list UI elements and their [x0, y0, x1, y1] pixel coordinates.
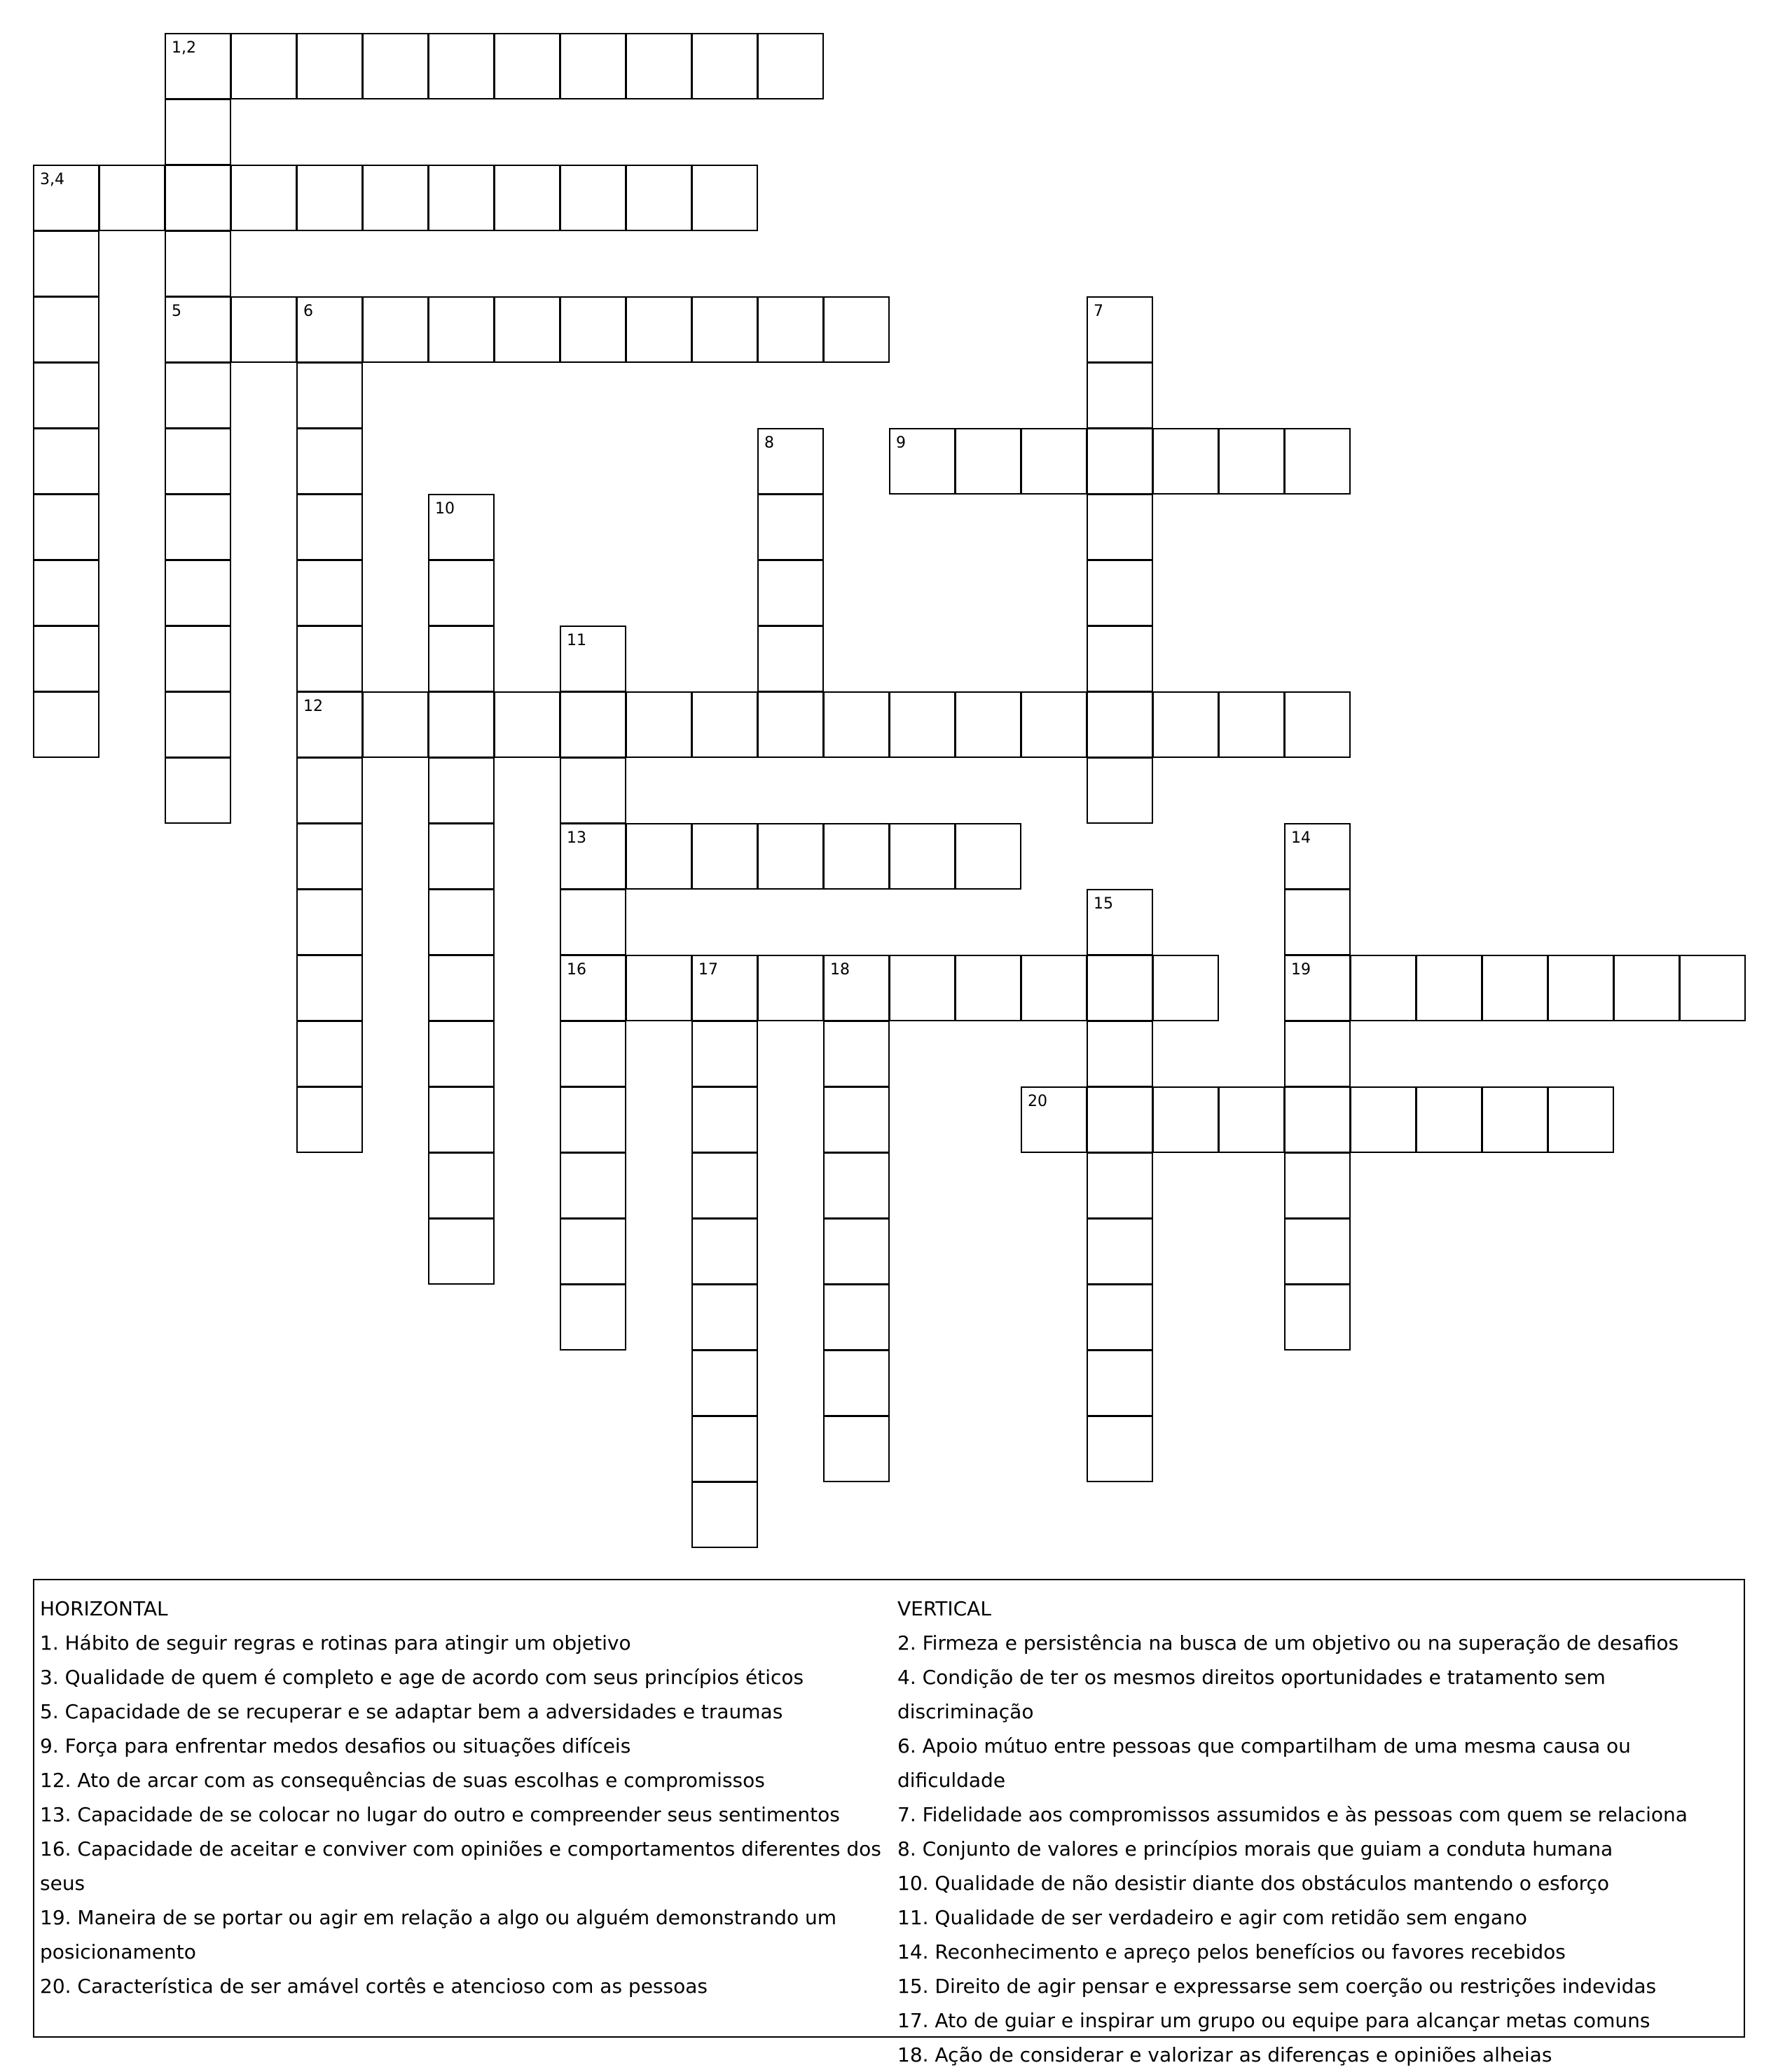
grid-cell[interactable]	[823, 1416, 890, 1482]
clue-number: 15	[1094, 895, 1113, 913]
grid-cell[interactable]	[955, 428, 1021, 495]
clue-horizontal-16: 16. Capacidade de aceitar e conviver com opiniões e comportamentos diferentes dos seus	[40, 1837, 881, 1895]
grid-cell[interactable]	[626, 296, 692, 363]
clue-number: 13	[567, 829, 586, 847]
grid-cell[interactable]	[296, 1086, 363, 1153]
grid-cell[interactable]	[428, 757, 495, 824]
grid-cell[interactable]	[560, 757, 626, 824]
grid-cell[interactable]	[560, 33, 626, 99]
grid-cell[interactable]	[165, 626, 231, 692]
grid-cell[interactable]	[428, 296, 495, 363]
grid-cell[interactable]	[560, 1152, 626, 1219]
grid-cell[interactable]	[560, 691, 626, 758]
clue-vertical-4: 4. Condição de ter os mesmos direitos oportunidades e tratamento sem discriminação	[897, 1666, 1606, 1723]
horizontal-heading: HORIZONTAL	[40, 1597, 168, 1620]
grid-cell[interactable]	[1548, 1086, 1614, 1153]
grid-cell[interactable]	[560, 165, 626, 231]
clue-number: 16	[567, 961, 586, 979]
grid-cell[interactable]	[428, 1021, 495, 1087]
clue-number: 12	[303, 698, 323, 715]
grid-cell[interactable]	[428, 626, 495, 692]
grid-cell[interactable]	[428, 165, 495, 231]
grid-cell[interactable]	[33, 296, 99, 363]
grid-cell[interactable]	[296, 296, 363, 363]
grid-cell[interactable]	[165, 362, 231, 429]
grid-cell[interactable]	[691, 955, 758, 1021]
grid-cell[interactable]	[757, 626, 824, 692]
grid-cell[interactable]	[691, 1152, 758, 1219]
grid-cell[interactable]	[823, 296, 890, 363]
clues-box	[33, 1579, 1745, 2066]
grid-cell[interactable]	[560, 1284, 626, 1351]
grid-cell[interactable]	[626, 165, 692, 231]
grid-cell[interactable]	[691, 1350, 758, 1416]
grid-cell[interactable]	[1284, 1284, 1351, 1351]
clue-vertical-18: 18. Ação de considerar e valorizar as diferenças e opiniões alheias	[897, 2043, 1552, 2066]
grid-cell[interactable]	[1087, 1350, 1153, 1416]
grid-cell[interactable]	[757, 691, 824, 758]
grid-cell[interactable]	[1152, 691, 1219, 758]
grid-cell[interactable]	[165, 230, 231, 297]
grid-cell[interactable]	[560, 823, 626, 890]
clue-number: 20	[1028, 1093, 1047, 1110]
grid-cell[interactable]	[428, 560, 495, 626]
grid-cell[interactable]	[230, 165, 297, 231]
grid-cell[interactable]	[362, 165, 429, 231]
grid-cell[interactable]	[362, 296, 429, 363]
grid-cell[interactable]	[33, 626, 99, 692]
clue-vertical-2: 2. Firmeza e persistência na busca de um objetivo ou na superação de desafios	[897, 1631, 1679, 1655]
grid-cell[interactable]	[494, 165, 560, 231]
grid-cell[interactable]	[296, 889, 363, 955]
grid-cell[interactable]	[165, 757, 231, 824]
grid-cell[interactable]	[1284, 691, 1351, 758]
grid-cell[interactable]	[33, 362, 99, 429]
clue-number: 19	[1291, 961, 1311, 979]
grid-cell[interactable]	[428, 955, 495, 1021]
grid-cell[interactable]	[691, 33, 758, 99]
grid-cell[interactable]	[823, 1021, 890, 1087]
grid-cell[interactable]	[889, 823, 956, 890]
grid-cell[interactable]	[823, 691, 890, 758]
grid-cell[interactable]	[823, 1284, 890, 1351]
grid-cell[interactable]	[823, 823, 890, 890]
grid-cell[interactable]	[165, 99, 231, 165]
clue-number: 14	[1291, 829, 1311, 847]
grid-cell[interactable]	[1087, 296, 1153, 363]
grid-cell[interactable]	[230, 33, 297, 99]
grid-cell[interactable]	[560, 889, 626, 955]
grid-cell[interactable]	[428, 691, 495, 758]
grid-cell[interactable]	[1218, 1086, 1285, 1153]
clue-horizontal-12: 12. Ato de arcar com as consequências de suas escolhas e compromissos	[40, 1769, 765, 1792]
grid-cell[interactable]	[1350, 1086, 1417, 1153]
clue-number: 8	[764, 434, 774, 452]
grid-cell[interactable]	[1284, 1152, 1351, 1219]
grid-cell[interactable]	[560, 1086, 626, 1153]
clue-number: 5	[172, 303, 181, 320]
grid-cell[interactable]	[691, 165, 758, 231]
grid-cell[interactable]	[428, 494, 495, 560]
grid-cell[interactable]	[33, 428, 99, 495]
clue-vertical-8: 8. Conjunto de valores e princípios morais que guiam a conduta humana	[897, 1837, 1613, 1860]
grid-cell[interactable]	[691, 1416, 758, 1482]
clue-vertical-10: 10. Qualidade de não desistir diante dos obstáculos mantendo o esforço	[897, 1872, 1610, 1895]
grid-cell[interactable]	[1284, 955, 1351, 1021]
grid-cell[interactable]	[1087, 494, 1153, 560]
grid-cell[interactable]	[494, 296, 560, 363]
grid-cell[interactable]	[757, 560, 824, 626]
grid-cell[interactable]	[428, 33, 495, 99]
grid-cell[interactable]	[560, 296, 626, 363]
clue-vertical-7: 7. Fidelidade aos compromissos assumidos e às pessoas com quem se relaciona	[897, 1803, 1688, 1826]
grid-cell[interactable]	[230, 296, 297, 363]
grid-cell[interactable]	[1416, 1086, 1482, 1153]
grid-cell[interactable]	[494, 691, 560, 758]
grid-cell[interactable]	[1284, 1021, 1351, 1087]
grid-cell[interactable]	[1152, 955, 1219, 1021]
grid-cell[interactable]	[428, 1152, 495, 1219]
grid-cell[interactable]	[1087, 1284, 1153, 1351]
grid-cell[interactable]	[296, 165, 363, 231]
grid-cell[interactable]	[691, 691, 758, 758]
clue-number: 11	[567, 632, 586, 649]
grid-cell[interactable]	[889, 955, 956, 1021]
grid-cell[interactable]	[296, 428, 363, 495]
clue-horizontal-3: 3. Qualidade de quem é completo e age de acordo com seus princípios éticos	[40, 1666, 804, 1689]
grid-cell[interactable]	[1021, 1086, 1087, 1153]
clue-number: 18	[830, 961, 850, 979]
grid-cell[interactable]	[626, 691, 692, 758]
grid-cell[interactable]	[1021, 691, 1087, 758]
grid-cell[interactable]	[691, 1021, 758, 1087]
grid-cell[interactable]	[296, 757, 363, 824]
grid-cell[interactable]	[1152, 428, 1219, 495]
clue-vertical-17: 17. Ato de guiar e inspirar um grupo ou equipe para alcançar metas comuns	[897, 2009, 1650, 2032]
grid-cell[interactable]	[1087, 428, 1153, 495]
clue-horizontal-9: 9. Força para enfrentar medos desafios ou situações difíceis	[40, 1734, 631, 1757]
grid-cell[interactable]	[362, 691, 429, 758]
grid-cell[interactable]	[165, 494, 231, 560]
clue-number: 7	[1094, 303, 1103, 320]
clue-vertical-6: 6. Apoio mútuo entre pessoas que compartilham de uma mesma causa ou dificuldade	[897, 1734, 1631, 1792]
grid-cell[interactable]	[1482, 955, 1548, 1021]
grid-cell[interactable]	[757, 494, 824, 560]
grid-cell[interactable]	[955, 955, 1021, 1021]
grid-cell[interactable]	[33, 165, 99, 231]
grid-cell[interactable]	[1284, 823, 1351, 890]
grid-cell[interactable]	[1087, 626, 1153, 692]
grid-cell[interactable]	[1087, 1416, 1153, 1482]
vertical-clues	[897, 1591, 1738, 2072]
grid-cell[interactable]	[165, 560, 231, 626]
grid-cell[interactable]	[165, 165, 231, 231]
grid-cell[interactable]	[428, 1218, 495, 1285]
grid-cell[interactable]	[296, 1021, 363, 1087]
clue-vertical-11: 11. Qualidade de ser verdadeiro e agir com retidão sem engano	[897, 1906, 1527, 1929]
grid-cell[interactable]	[1087, 757, 1153, 824]
grid-cell[interactable]	[33, 560, 99, 626]
clue-vertical-15: 15. Direito de agir pensar e expressarse sem coerção ou restrições indevidas	[897, 1975, 1657, 1998]
grid-cell[interactable]	[691, 823, 758, 890]
clue-vertical-14: 14. Reconhecimento e apreço pelos benefícios ou favores recebidos	[897, 1940, 1566, 1963]
grid-cell[interactable]	[296, 494, 363, 560]
grid-cell[interactable]	[1350, 955, 1417, 1021]
grid-cell[interactable]	[823, 1152, 890, 1219]
grid-cell[interactable]	[1021, 955, 1087, 1021]
grid-cell[interactable]	[1218, 691, 1285, 758]
grid-cell[interactable]	[1416, 955, 1482, 1021]
grid-cell[interactable]	[296, 33, 363, 99]
grid-cell[interactable]	[1548, 955, 1614, 1021]
grid-cell[interactable]	[560, 1218, 626, 1285]
grid-cell[interactable]	[757, 955, 824, 1021]
grid-cell[interactable]	[1284, 428, 1351, 495]
clue-horizontal-13: 13. Capacidade de se colocar no lugar do outro e compreender seus sentimentos	[40, 1803, 840, 1826]
grid-cell[interactable]	[33, 691, 99, 758]
grid-cell[interactable]	[1218, 428, 1285, 495]
grid-cell[interactable]	[626, 823, 692, 890]
grid-cell[interactable]	[362, 33, 429, 99]
clue-number: 3,4	[40, 171, 64, 188]
grid-cell[interactable]	[1284, 889, 1351, 955]
grid-cell[interactable]	[823, 1350, 890, 1416]
grid-cell[interactable]	[165, 33, 231, 99]
grid-cell[interactable]	[1284, 1086, 1351, 1153]
grid-cell[interactable]	[1087, 1152, 1153, 1219]
grid-cell[interactable]	[1087, 691, 1153, 758]
grid-cell[interactable]	[1087, 955, 1153, 1021]
grid-cell[interactable]	[428, 823, 495, 890]
clue-number: 9	[896, 434, 906, 452]
grid-cell[interactable]	[296, 560, 363, 626]
grid-cell[interactable]	[691, 1086, 758, 1153]
grid-cell[interactable]	[757, 296, 824, 363]
clue-number: 17	[698, 961, 718, 979]
grid-cell[interactable]	[823, 955, 890, 1021]
grid-cell[interactable]	[165, 296, 231, 363]
grid-cell[interactable]	[1087, 362, 1153, 429]
grid-cell[interactable]	[296, 362, 363, 429]
grid-cell[interactable]	[757, 428, 824, 495]
grid-cell[interactable]	[1482, 1086, 1548, 1153]
grid-cell[interactable]	[1087, 1021, 1153, 1087]
grid-cell[interactable]	[757, 33, 824, 99]
grid-cell[interactable]	[691, 1482, 758, 1548]
clue-number: 6	[303, 303, 313, 320]
grid-cell[interactable]	[1284, 1218, 1351, 1285]
grid-cell[interactable]	[165, 691, 231, 758]
clue-horizontal-19: 19. Maneira de se portar ou agir em relação a algo ou alguém demonstrando um posicionamento	[40, 1906, 836, 1963]
grid-cell[interactable]	[757, 823, 824, 890]
grid-cell[interactable]	[494, 33, 560, 99]
grid-cell[interactable]	[1679, 955, 1746, 1021]
grid-cell[interactable]	[691, 1218, 758, 1285]
grid-cell[interactable]	[1087, 1086, 1153, 1153]
grid-cell[interactable]	[1087, 1218, 1153, 1285]
grid-cell[interactable]	[691, 296, 758, 363]
grid-cell[interactable]	[560, 626, 626, 692]
grid-cell[interactable]	[889, 428, 956, 495]
grid-cell[interactable]	[955, 691, 1021, 758]
grid-cell[interactable]	[626, 33, 692, 99]
clue-horizontal-1: 1. Hábito de seguir regras e rotinas para atingir um objetivo	[40, 1631, 631, 1655]
clue-number: 1,2	[172, 39, 196, 57]
grid-cell[interactable]	[1152, 1086, 1219, 1153]
grid-cell[interactable]	[296, 626, 363, 692]
horizontal-clues	[40, 1591, 888, 2003]
clue-horizontal-20: 20. Característica de ser amável cortês e atencioso com as pessoas	[40, 1975, 708, 1998]
grid-cell[interactable]	[823, 1218, 890, 1285]
grid-cell[interactable]	[33, 230, 99, 297]
grid-cell[interactable]	[296, 823, 363, 890]
grid-cell[interactable]	[99, 165, 165, 231]
grid-cell[interactable]	[626, 955, 692, 1021]
clue-number: 10	[435, 500, 455, 518]
grid-cell[interactable]	[691, 1284, 758, 1351]
grid-cell[interactable]	[1087, 889, 1153, 955]
grid-cell[interactable]	[296, 955, 363, 1021]
grid-cell[interactable]	[889, 691, 956, 758]
grid-cell[interactable]	[1021, 428, 1087, 495]
grid-cell[interactable]	[560, 955, 626, 1021]
grid-cell[interactable]	[165, 428, 231, 495]
grid-cell[interactable]	[1613, 955, 1680, 1021]
grid-cell[interactable]	[1087, 560, 1153, 626]
grid-cell[interactable]	[428, 889, 495, 955]
grid-cell[interactable]	[33, 494, 99, 560]
grid-cell[interactable]	[560, 1021, 626, 1087]
grid-cell[interactable]	[296, 691, 363, 758]
grid-cell[interactable]	[428, 1086, 495, 1153]
grid-cell[interactable]	[823, 1086, 890, 1153]
grid-cell[interactable]	[955, 823, 1021, 890]
clue-horizontal-5: 5. Capacidade de se recuperar e se adaptar bem a adversidades e traumas	[40, 1700, 783, 1723]
vertical-heading: VERTICAL	[897, 1597, 991, 1620]
